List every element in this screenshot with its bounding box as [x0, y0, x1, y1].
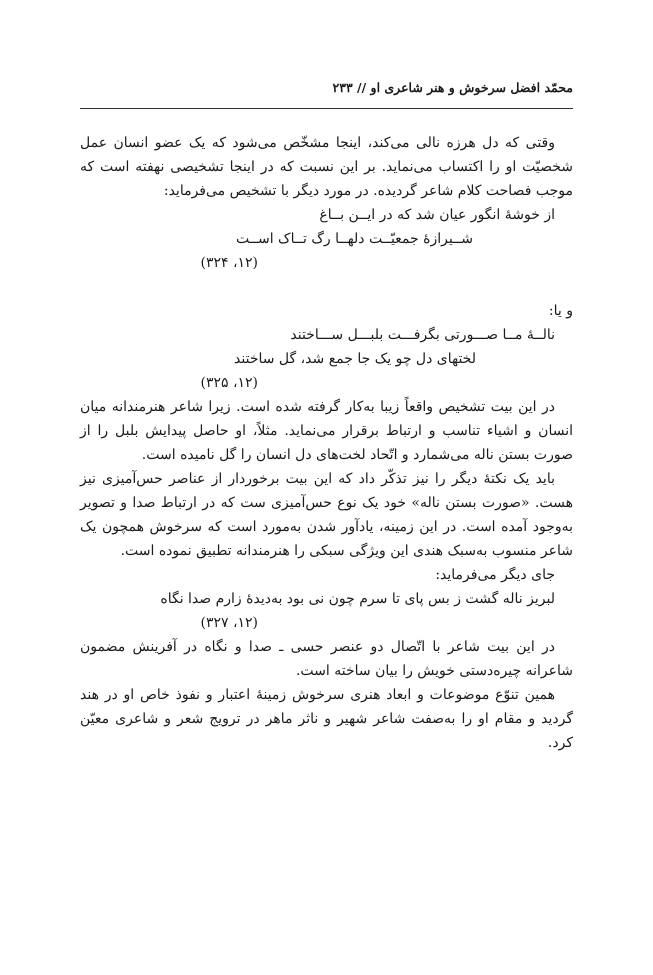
verse-2-line-1: نالــهٔ مــا صـــورتی بگرفـــت بلبـــل ســـاختند	[290, 327, 555, 343]
verse-1-line-1: از خوشهٔ انگور عیان شد که در ایــن بــاغ	[319, 207, 555, 223]
paragraph-3: در این بیت تشخیص واقعاً زیبا به‌کار گرفته شده است. زیرا شاعر هنرمندانه میان انسان و اشیاء تناسب و ارتباط برقرار می‌نماید. مثلاً، او حاصل پیدایش بلبل را از صورت بستن ناله می‌شمارد و اتّحاد لخت‌های دل انسان را گل نامیده است.	[80, 399, 573, 463]
verse-2-line-2-row	[80, 347, 573, 371]
header-rule	[80, 108, 573, 109]
verse-2-line-2: لختهای دل چو یک جا جمع شد، گل ساختند	[234, 351, 476, 367]
verse-3-line-row	[80, 587, 573, 611]
verse-1-reference: (۳۲۴ ،۱۲)	[200, 255, 258, 271]
verse-2-reference: (۳۲۵ ،۱۲)	[200, 375, 258, 391]
verse-1-line-1-row	[80, 203, 573, 227]
verse-3-line: لبریز ناله گشت ز بس پای تا سرم چون نی بود به‌دیدهٔ زارم صدا نگاه	[160, 591, 555, 607]
paragraph-5: جای دیگر می‌فرماید:	[435, 567, 555, 583]
paragraph-6: در این بیت شاعر با اتّصال دو عنصر حسی ـ صدا و نگاه در آفرینش مضمون شاعرانه چیره‌دستی خویش را بیان ساخته است.	[80, 639, 573, 679]
paragraph-2: و یا:	[548, 303, 573, 319]
running-header: محمّد افضل سرخوش و هنر شاعری او // ۲۳۳	[332, 80, 573, 95]
verse-1-reference-row	[80, 251, 573, 275]
verse-2-reference-row	[80, 371, 573, 395]
verse-3-reference-row	[80, 611, 573, 635]
verse-2-line-1-row	[80, 323, 573, 347]
page-body	[80, 131, 573, 755]
paragraph-4: باید یک نکتهٔ دیگر را نیز تذکّر داد که این بیت برخوردار از عناصر حس‌آمیزی نیز هست. «صورت بستن ناله» خود یک نوع حس‌آمیزی ست که در ارتباط صدا و تصویر به‌وجود آمده است. در این زمینه، یادآور شدن به‌مورد است که سرخوش همچون یک شاعر منسوب به‌سبک هندی این ویژگی سبکی را هنرمندانه تطبیق نموده است.	[80, 471, 573, 559]
paragraph-1: وقتی که دل هرزه نالی می‌کند، اینجا مشخّص می‌شود که یک عضو انسان عمل شخصیّت او را اکتساب می‌نماید. بر این نسبت که در اینجا تشخیصی نهفته است که موجب فصاحت کلام شاعر گردیده. در مورد دیگر با تشخیص می‌فرماید:	[80, 135, 574, 199]
paragraph-7: همین تنوّع موضوعات و ابعاد هنری سرخوش زمینهٔ اعتبار و نفوذ خاص او در هند گردید و مقام او را به‌صفت شاعر شهیر و ناثر ماهر در ترویج شعر و شاعری معیّن کرد.	[80, 687, 573, 751]
verse-1-line-2: شــیرازهٔ جمعیّــت دلهــا رگ تــاک اســت	[236, 231, 473, 247]
verse-1-line-2-row	[80, 227, 573, 251]
verse-3-reference: (۳۲۷ ،۱۲)	[200, 615, 258, 631]
spacer-row	[80, 275, 573, 299]
